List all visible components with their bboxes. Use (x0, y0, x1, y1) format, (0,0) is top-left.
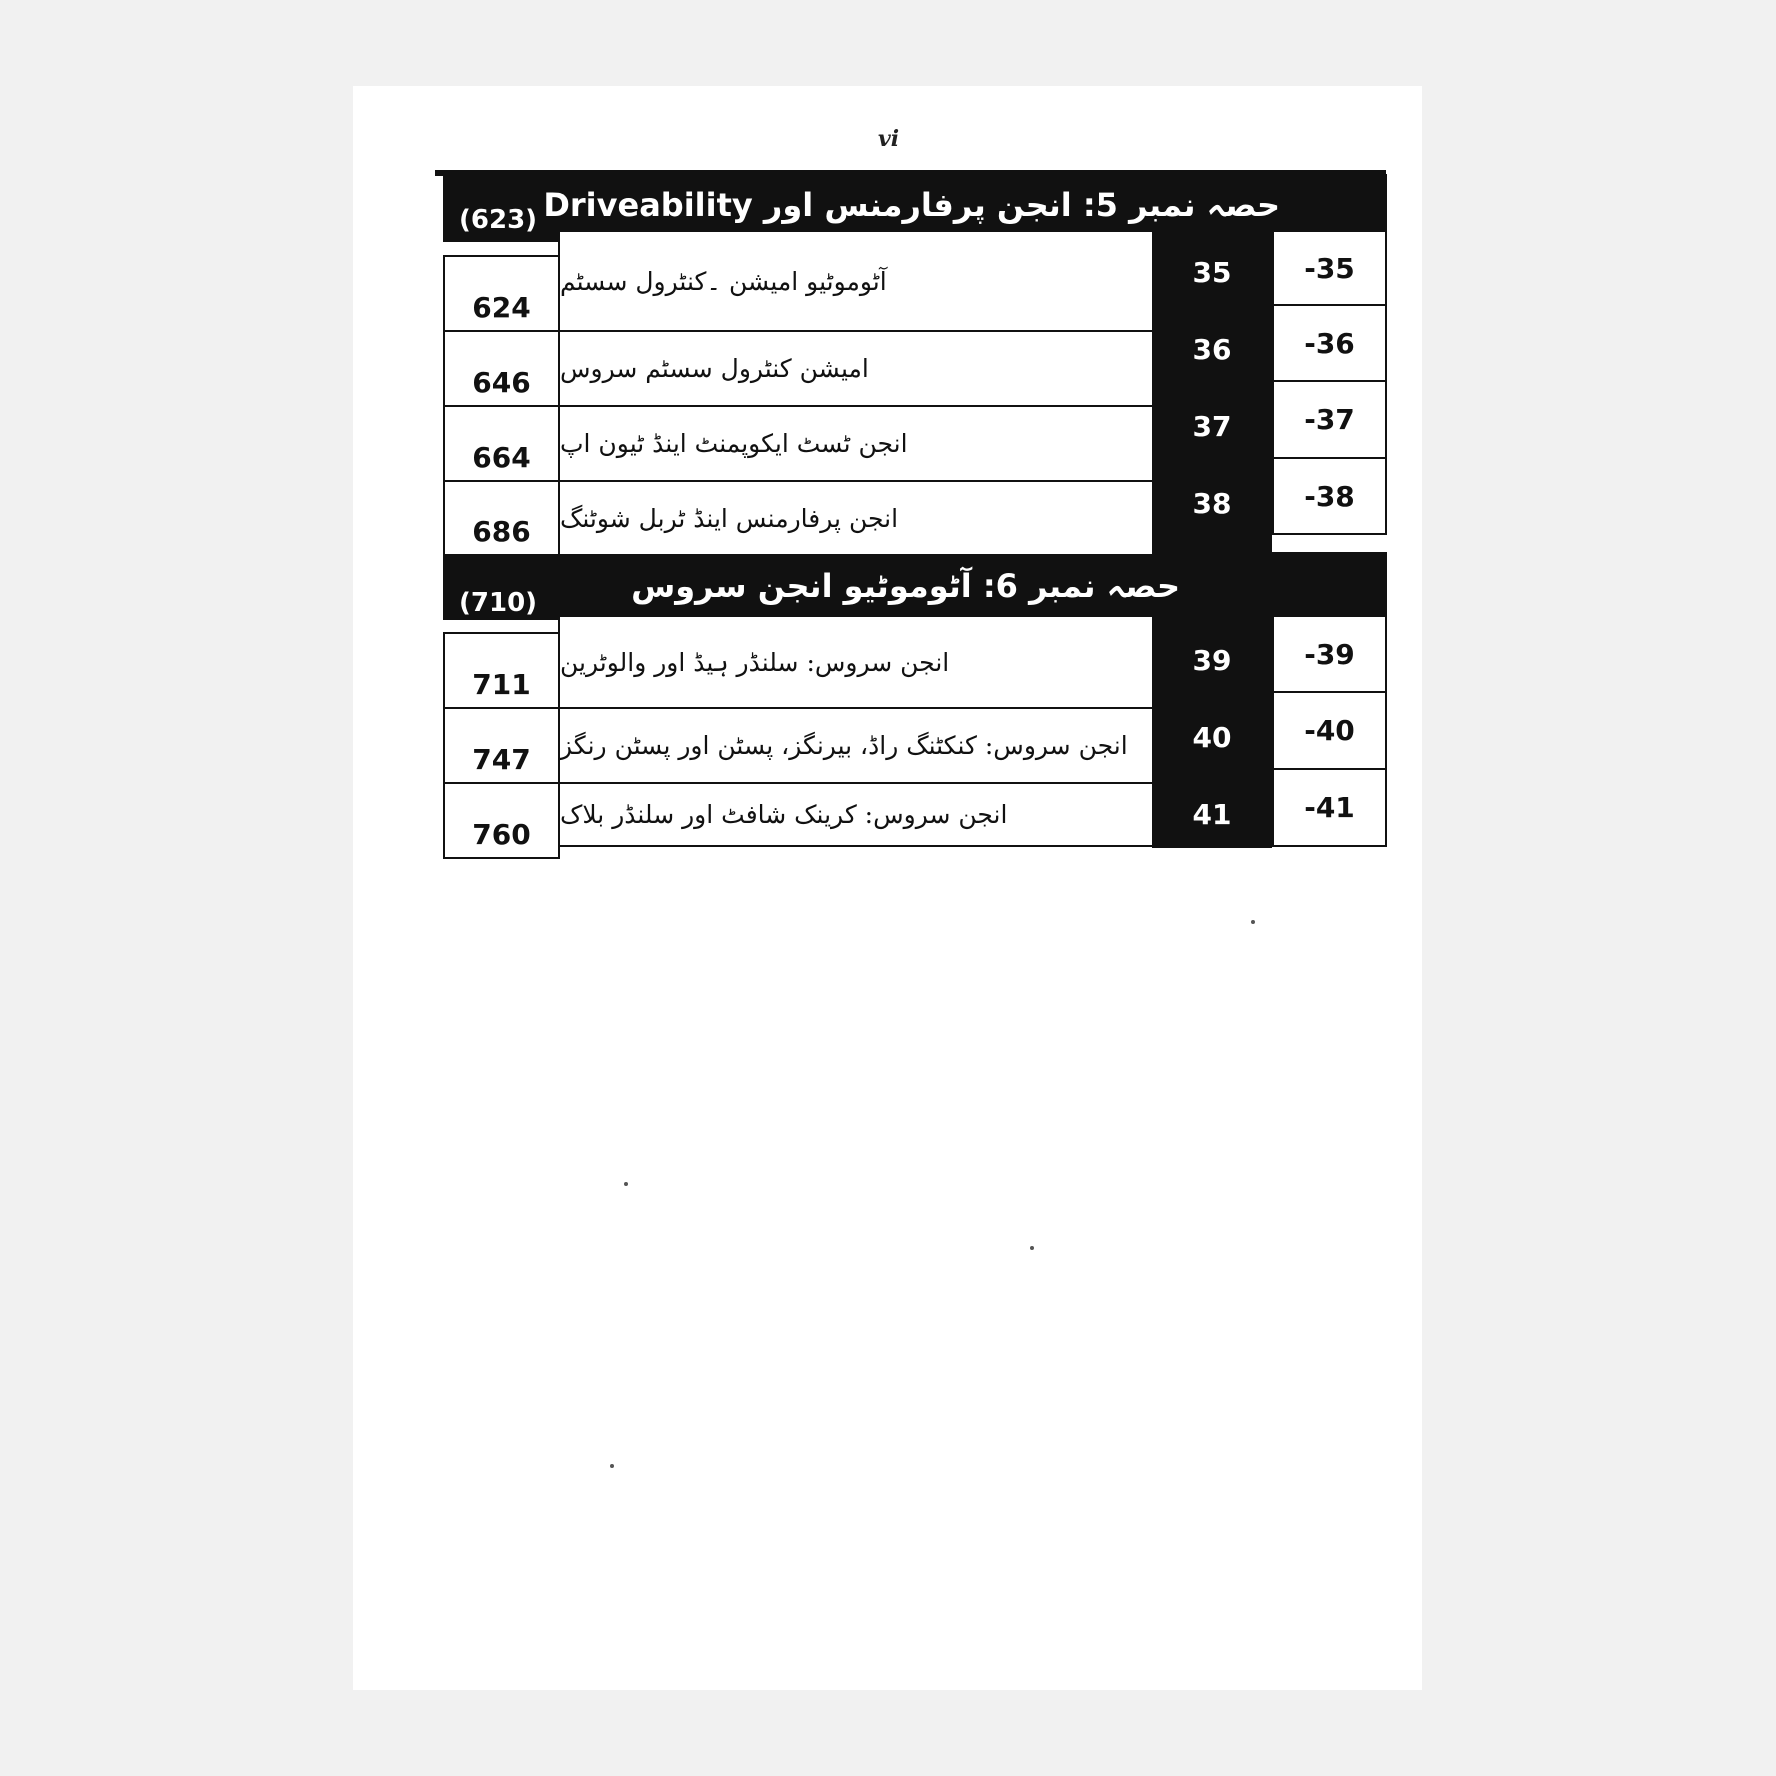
chapter-37-title: انجن ٹسٹ ایکوپمنٹ اینڈ ٹیون اپ (558, 405, 1154, 482)
chapter-40-page: 747 (443, 707, 560, 784)
chapter-36-index: -36 (1272, 304, 1387, 382)
chapter-41-page: 760 (443, 782, 560, 859)
chapter-40-index: -40 (1272, 691, 1387, 770)
section-6-start-page: (710) (459, 588, 538, 618)
chapter-36-number: 36 (1192, 333, 1232, 366)
scan-speck (624, 1182, 628, 1186)
section-6-title: حصہ نمبر 6: آٹوموٹیو انجن سروس (631, 567, 1180, 605)
chapter-35-page: 624 (443, 255, 560, 332)
chapter-40-title: انجن سروس: کنکٹنگ راڈ، بیرنگز، پسٹن اور پسٹن رنگز (558, 707, 1154, 784)
chapter-37-page: 664 (443, 405, 560, 482)
chapter-41-index: -41 (1272, 768, 1387, 847)
chapter-36-title: امیشن کنٹرول سسٹم سروس (558, 330, 1154, 407)
chapter-38-title: انجن پرفارمنس اینڈ ٹربل شوٹنگ (558, 480, 1154, 556)
chapter-41-number: 41 (1192, 798, 1232, 831)
chapter-36-page: 646 (443, 330, 560, 407)
section-5-start-page: (623) (459, 205, 538, 235)
chapter-40-number: 40 (1192, 721, 1232, 754)
chapter-37-number: 37 (1192, 410, 1232, 443)
chapter-38-index: -38 (1272, 457, 1387, 535)
chapter-35-index: -35 (1272, 230, 1387, 306)
scan-speck (1251, 920, 1255, 924)
chapter-37-index: -37 (1272, 380, 1387, 459)
page-number: vi (878, 126, 900, 152)
chapter-39-title: انجن سروس: سلنڈر ہیڈ اور والوٹرین (558, 615, 1154, 709)
chapter-39-index: -39 (1272, 615, 1387, 693)
chapter-38-page: 686 (443, 480, 560, 556)
chapter-41-title: انجن سروس: کرینک شافٹ اور سلنڈر بلاک (558, 782, 1154, 847)
chapter-38-number: 38 (1192, 487, 1232, 520)
scan-speck (610, 1464, 614, 1468)
chapter-35-number: 35 (1192, 256, 1232, 289)
chapter-35-title: آٹوموٹیو امیشن ۔کنٹرول سسٹم (558, 230, 1154, 332)
chapter-39-page: 711 (443, 632, 560, 709)
scan-speck (1030, 1246, 1034, 1250)
chapter-39-number: 39 (1192, 644, 1232, 677)
section-5-title: حصہ نمبر 5: انجن پرفارمنس اور Driveability (543, 186, 1280, 224)
